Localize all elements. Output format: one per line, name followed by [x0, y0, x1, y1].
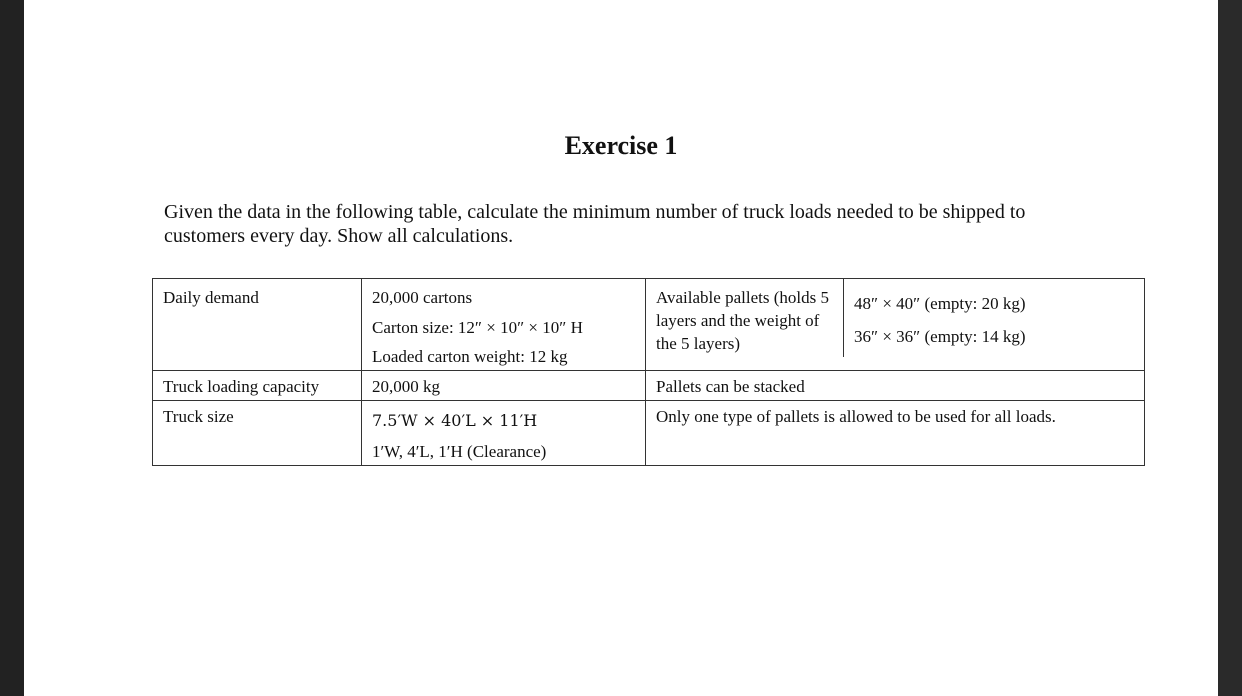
table-row [153, 279, 1145, 371]
truck-dimensions: 7.5′W × 40′L × 11′H [372, 411, 538, 430]
intro-paragraph: Given the data in the following table, calculate the minimum number of truck loads needed to be shipped to customers every day. Show all calculations. [164, 201, 1026, 247]
demand-cartons: 20,000 cartons [372, 288, 473, 307]
document-page [24, 0, 1218, 696]
stacking-note: Pallets can be stacked [646, 371, 1145, 401]
carton-size: Carton size: 12″ × 10″ × 10″ H [372, 318, 583, 337]
pallet-option: 36″ × 36″ (empty: 14 kg) [854, 327, 1026, 346]
carton-weight: Loaded carton weight: 12 kg [372, 347, 568, 366]
page-title: Exercise 1 [564, 131, 678, 160]
truck-size-label: Truck size [153, 401, 362, 466]
pallets-cell [646, 279, 1145, 371]
pallet-options [844, 279, 1036, 357]
table-row [153, 371, 1145, 401]
window-edge [1218, 0, 1242, 696]
available-pallets-label: Available pallets (holds 5 layers and the weight of the 5 layers) [646, 279, 844, 357]
truck-size-cell [362, 401, 646, 466]
daily-demand-cell [362, 279, 646, 371]
truck-capacity-label: Truck loading capacity [153, 371, 362, 401]
truck-capacity-value: 20,000 kg [362, 371, 646, 401]
truck-clearance: 1′W, 4′L, 1′H (Clearance) [372, 442, 547, 461]
daily-demand-label: Daily demand [153, 279, 362, 371]
data-table [152, 278, 1145, 466]
pallet-type-note: Only one type of pallets is allowed to be used for all loads. [646, 401, 1145, 466]
pallet-option: 48″ × 40″ (empty: 20 kg) [854, 294, 1026, 313]
table-row [153, 401, 1145, 466]
